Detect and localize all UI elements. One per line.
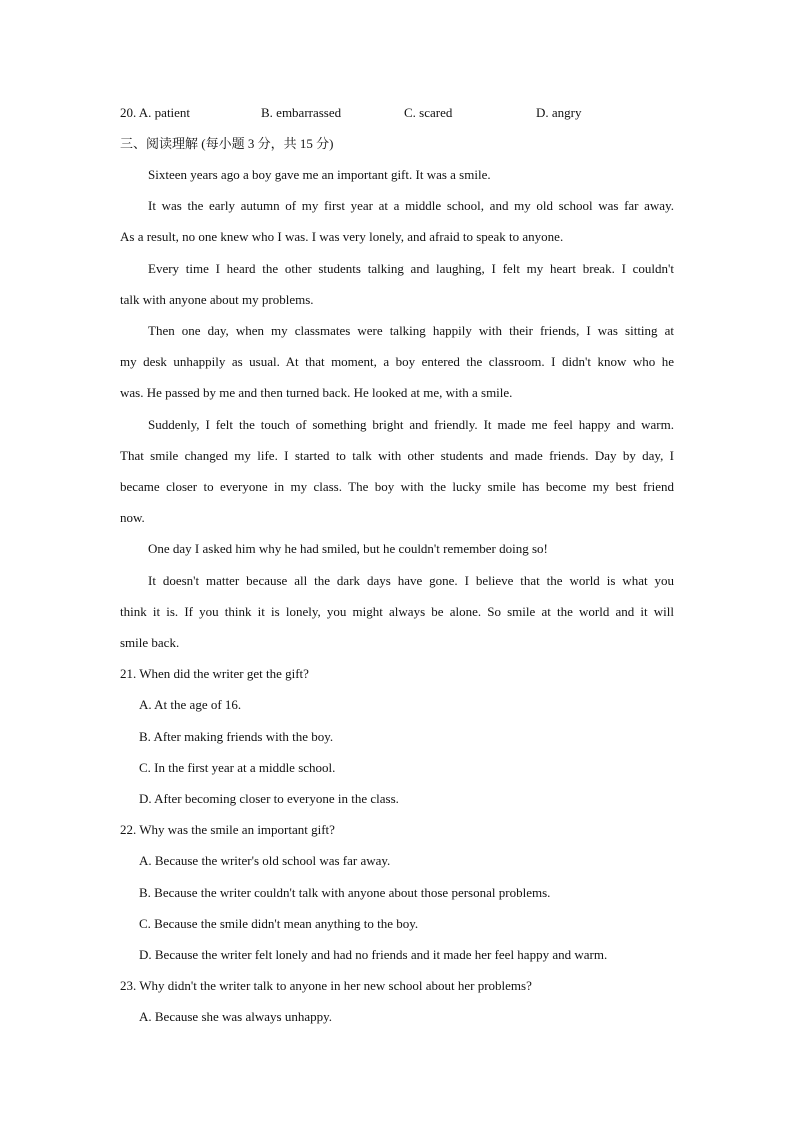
question-23-option-a: A. Because she was always unhappy. — [139, 1009, 333, 1024]
question-22-option-c: C. Because the smile didn't mean anything to the boy. — [139, 916, 419, 931]
q20-option-d: D. angry — [536, 105, 582, 120]
question-22-stem: 22. Why was the smile an important gift? — [120, 822, 335, 837]
passage-paragraph-5-line-2: That smile changed my life. I started to talk with other students and made friends. Day by day, I — [120, 448, 674, 463]
question-21-option-a: A. At the age of 16. — [139, 697, 242, 712]
passage-paragraph-5-line-1: Suddenly, I felt the touch of something bright and friendly. It made me feel happy and warm. — [148, 417, 674, 432]
passage-paragraph-2-line-2: As a result, no one knew who I was. I was very lonely, and afraid to speak to anyone. — [120, 229, 564, 244]
q20-option-a: 20. A. patient — [120, 105, 191, 120]
passage-paragraph-6: One day I asked him why he had smiled, but he couldn't remember doing so! — [148, 541, 548, 556]
passage-paragraph-7-line-3: smile back. — [120, 635, 180, 650]
question-22-option-a: A. Because the writer's old school was far away. — [139, 853, 391, 868]
passage-paragraph-1: Sixteen years ago a boy gave me an important gift. It was a smile. — [148, 167, 491, 182]
passage-paragraph-2-line-1: It was the early autumn of my first year at a middle school, and my old school was far away. — [148, 198, 674, 213]
question-22-option-b: B. Because the writer couldn't talk with anyone about those personal problems. — [139, 885, 551, 900]
passage-paragraph-7-line-2: think it is. If you think it is lonely, you might always be alone. So smile at the world and it will — [120, 604, 674, 619]
question-21-stem: 21. When did the writer get the gift? — [120, 666, 309, 681]
q20-option-c: C. scared — [404, 105, 453, 120]
passage-paragraph-5-line-3: became closer to everyone in my class. The boy with the lucky smile has become my best friend — [120, 479, 674, 494]
passage-paragraph-7-line-1: It doesn't matter because all the dark days have gone. I believe that the world is what you — [148, 573, 674, 588]
passage-paragraph-4-line-2: my desk unhappily as usual. At that moment, a boy entered the classroom. I didn't know who he — [120, 354, 674, 369]
question-21-option-b: B. After making friends with the boy. — [139, 729, 334, 744]
passage-paragraph-3-line-2: talk with anyone about my problems. — [120, 292, 314, 307]
question-21-option-d: D. After becoming closer to everyone in the class. — [139, 791, 399, 806]
passage-paragraph-5-line-4: now. — [120, 510, 145, 525]
passage-paragraph-3-line-1: Every time I heard the other students talking and laughing, I felt my heart break. I couldn't — [148, 261, 674, 276]
passage-paragraph-4-line-1: Then one day, when my classmates were talking happily with their friends, I was sitting at — [148, 323, 674, 338]
section-title: 三、阅读理解 (每小题 3 分，共 15 分) — [120, 136, 334, 151]
question-23-stem: 23. Why didn't the writer talk to anyone in her new school about her problems? — [120, 978, 532, 993]
passage-paragraph-4-line-3: was. He passed by me and then turned back. He looked at me, with a smile. — [120, 385, 513, 400]
question-21-option-c: C. In the first year at a middle school. — [139, 760, 336, 775]
question-22-option-d: D. Because the writer felt lonely and had no friends and it made her feel happy and warm. — [139, 947, 608, 962]
q20-option-b: B. embarrassed — [261, 105, 342, 120]
